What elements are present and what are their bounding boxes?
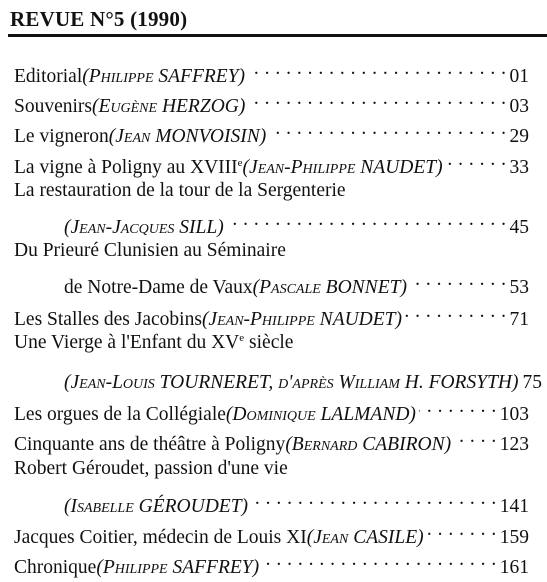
entry-title: Editorial (14, 66, 83, 87)
dot-leader (248, 56, 506, 82)
header-rule (8, 34, 547, 37)
entry-title (14, 330, 293, 356)
dot-leader (248, 86, 506, 112)
toc-entry (14, 178, 529, 204)
entry-page: 03 (509, 96, 529, 117)
dot-leader (269, 116, 506, 142)
entry-author: (Jean-Philippe NAUDET) (201, 309, 403, 330)
toc-entry (14, 424, 529, 455)
entry-title: Du Prieuré Clunisien au Séminaire (14, 240, 286, 261)
entry-author: (Jean-Philippe NAUDET) (242, 157, 443, 178)
toc-entry (14, 517, 529, 548)
entry-author: (Philippe SAFFREY) (96, 557, 260, 578)
entry-title: Les orgues de la Collégiale (14, 404, 226, 425)
toc-entry (14, 86, 529, 117)
dot-leader (262, 547, 497, 573)
toc-entry (14, 394, 529, 425)
entry-author: (Dominique LALMAND) (225, 404, 416, 425)
toc-entry (14, 547, 529, 578)
entry-title-main: La vigne à Poligny au XVIII (14, 157, 238, 178)
toc-entry (14, 147, 529, 178)
entry-page: 141 (499, 496, 529, 517)
toc-entry (64, 362, 542, 393)
toc-entry (14, 238, 529, 264)
entry-title: La restauration de la tour de la Sergenterie (14, 180, 346, 201)
toc-entry (14, 299, 529, 330)
entry-title-sup: e (237, 157, 243, 169)
entry-author: (Eugène HERZOG) (92, 96, 246, 117)
entry-page: 159 (499, 527, 529, 548)
entry-page: 103 (499, 404, 529, 425)
entry-title: Robert Géroudet, passion d'une vie (14, 458, 288, 479)
dot-leader (446, 147, 507, 173)
entry-title: Cinquante ans de théâtre à Poligny (14, 434, 286, 455)
issue-title: REVUE N°5 (1990) (10, 7, 188, 31)
entry-title: Jacques Coitier, médecin de Louis XI (14, 527, 307, 548)
entry-author: (Jean MONVOISIN) (108, 126, 267, 147)
entry-author: (Isabelle GÉROUDET) (64, 496, 249, 517)
entry-page: 53 (509, 277, 529, 298)
entry-title-main: Une Vierge à l'Enfant du XV (14, 332, 240, 353)
toc-entry (64, 207, 529, 238)
entry-title: Le vigneron (14, 126, 109, 147)
entry-page: 29 (509, 126, 529, 147)
dot-leader (405, 299, 506, 325)
toc-entry (14, 56, 529, 87)
entry-title: de Notre-Dame de Vaux (64, 277, 253, 298)
toc-entry (14, 116, 529, 147)
entry-page: 33 (509, 157, 529, 178)
dot-leader (419, 394, 497, 420)
entry-title: Les Stalles des Jacobins (14, 309, 202, 330)
entry-page: 45 (509, 217, 529, 238)
toc-entry (14, 330, 529, 356)
entry-title-sup: e (239, 332, 245, 344)
entry-page: 161 (499, 557, 529, 578)
entry-page: 123 (499, 434, 529, 455)
dot-leader (410, 267, 507, 293)
entry-author: (Bernard CABIRON) (285, 434, 452, 455)
dot-leader (427, 517, 497, 543)
entry-author: (Jean-Jacques SILL) (64, 217, 224, 238)
entry-page: 71 (509, 309, 529, 330)
dot-leader (227, 207, 507, 233)
dot-leader (454, 424, 497, 450)
entry-title: Chronique (14, 557, 97, 578)
toc-entry (64, 267, 529, 298)
entry-author: (Jean CASILE) (306, 527, 424, 548)
entry-page: 75 (522, 372, 542, 393)
toc-entry (14, 456, 529, 482)
entry-page: 01 (509, 66, 529, 87)
entry-title: Souvenirs (14, 96, 92, 117)
dot-leader (251, 486, 497, 512)
entry-title-after: siècle (244, 332, 294, 353)
entry-author: (Pascale BONNET) (252, 277, 407, 298)
entry-author: (Philippe SAFFREY) (82, 66, 246, 87)
toc-entry (64, 486, 529, 517)
entry-author: (Jean-Louis TOURNERET, d'après William H. FORSYTH) (64, 372, 519, 393)
